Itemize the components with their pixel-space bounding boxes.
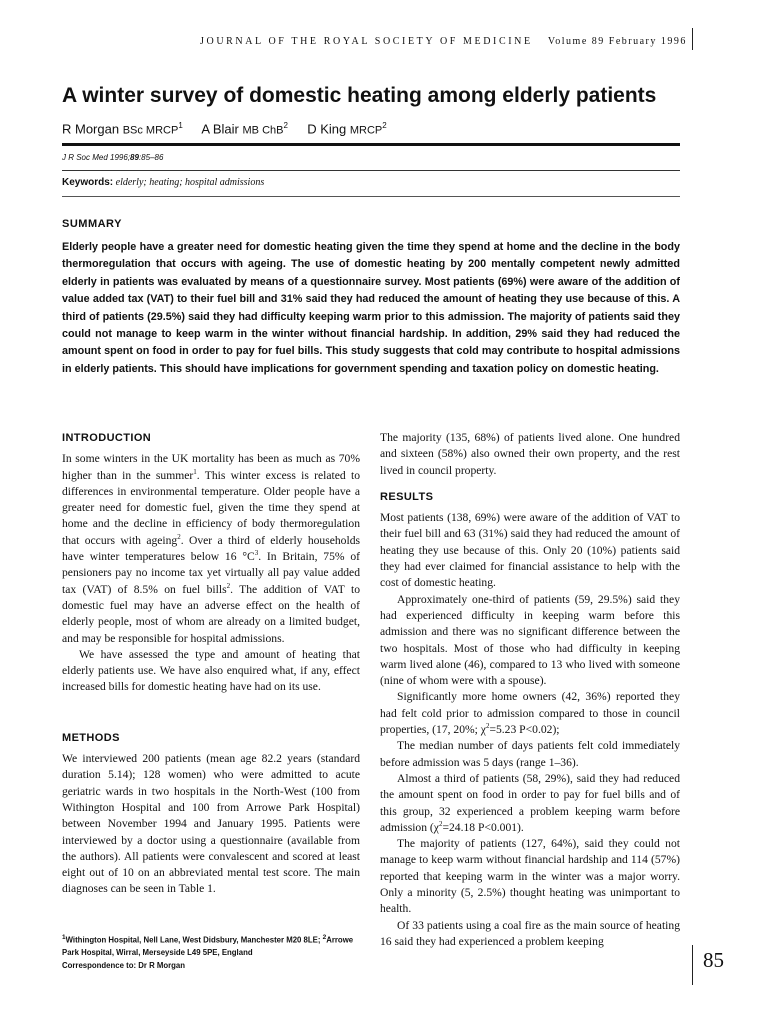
citation-volume: 89 [130, 153, 139, 162]
results-paragraph: Of 33 patients using a coal fire as the main source of heating 16 said they had experienced a problem keeping [380, 918, 680, 948]
header-rule [692, 28, 693, 50]
author-degrees: BSc MRCP [122, 124, 179, 137]
author-affiliation-mark: 2 [283, 121, 288, 130]
page-number: 85 [703, 948, 724, 972]
summary-text: Elderly people have a greater need for domestic heating given the time they spend at home and the decline in the body thermoregulation that occurs with ageing. The use of domestic heating by 200 mentally competent newly admitted elderly in patients was evaluated by means of a questionnaire survey. Most patients (69%) were aware of the addition of value added tax (VAT) to their fuel bill and 31% said they had reduced the amount of heating they use because of this. A third of patients (29.5%) said they had difficulty keeping warm prior to this admission. The majority of patients said they could not manage to keep warm in the winter without financial hardship. In addition, 29% said they had reduced the amount spent on food in order to pay for fuel bills. This study suggests that cold may contribute to hospital admissions in elderly patients. This should have implications for government spending and taxation policy on domestic heating. [62, 241, 680, 375]
author-affiliation-mark: 1 [178, 121, 183, 130]
keywords-rule [62, 196, 680, 197]
author-affiliation-mark: 2 [382, 121, 387, 130]
results-paragraph: The median number of days patients felt cold immediately before admission was 5 days (range 1–36). [380, 739, 680, 769]
introduction-paragraph: In some winters in the UK mortality has been as much as 70% higher than in the summer$^1$. This winter excess is related to differences in environmental temperature. Older people have a greater need for domestic fuel, given the time they spend at home and the decline in efficiency of body thermoregulation that occurs with ageing$^2$. Over a third of elderly households have winter temperatures below 16 $^\circ C^3$. In Britain, 75% of pensioners pay no income tax yet virtually all pay value added tax (VAT) of 8.5% on fuel bills$^2$. The addition of VAT to domestic fuel may have an adverse effect on the health of elderly people, most of whom are already on a limited budget, and may be responsible for hospital admissions. [62, 452, 360, 645]
methods-heading: METHODS [62, 731, 120, 744]
journal-name: JOURNAL OF THE ROYAL SOCIETY OF MEDICINE [200, 36, 533, 47]
citation-rule [62, 170, 680, 171]
citation: J R Soc Med 1996;89:85–86 [62, 153, 164, 162]
keywords-label: Keywords: [62, 177, 114, 188]
keywords-value: elderly; heating; hospital admissions [115, 177, 265, 188]
running-header [200, 36, 687, 47]
author-name: R Morgan [62, 121, 120, 137]
results-paragraph: Approximately one-third of patients (59, 29.5%) said they had experienced difficulty in keeping warm before this admission and there was no significant difference between the two hospitals. Most of those who had difficulty in keeping warm lived alone (46), compared to 13 who lived with someone (nine of whom were with a spouse). [380, 592, 680, 688]
left-column [62, 430, 360, 898]
introduction-paragraph: We have assessed the type and amount of heating that elderly patients use. We have also enquired what, if any, effect increased bills for domestic heating have had on its use. [62, 647, 360, 694]
results-paragraph: Most patients (138, 69%) were aware of the addition of VAT to their fuel bill and 63 (31%) said they had reduced the amount of heating they use because of this. Only 20 (10%) patients said they had ever claimed for financial assistance to help with the cost of domestic heating. [380, 511, 680, 590]
correspondence: Correspondence to: Dr R Morgan [62, 960, 186, 970]
footnotes [62, 932, 362, 972]
author-degrees: MB ChB [242, 124, 284, 137]
keywords [62, 177, 264, 188]
summary-heading: SUMMARY [62, 218, 122, 230]
introduction-heading: INTRODUCTION [62, 432, 152, 444]
affiliations: $^1$Withington Hospital, Nell Lane, West Didsbury, Manchester M20 8LE; $^2$Arrowe Park Hospital, Wirral, Merseyside L49 5PE, England [62, 934, 354, 958]
title-rule [62, 143, 680, 146]
results-paragraph: The majority of patients (127, 64%), said they could not manage to keep warm without financial hardship and 114 (57%) reported that keeping warm in the winter was a major worry. Only a minority (5, 2.5%) thought heating was unimportant to health. [380, 837, 680, 916]
results-heading: RESULTS [380, 490, 434, 503]
results-paragraph: Significantly more home owners (42, 36%) reported they had felt cold prior to admission compared to those in council properties, (17, 20%; $\chi^2=5.23$ P<0.02); [380, 690, 680, 737]
results-intro-paragraph: The majority (135, 68%) of patients lived alone. One hundred and sixteen (58%) also owned their own property, and the rest lived in council property. [380, 431, 680, 477]
right-column [380, 430, 680, 950]
results-paragraph: Almost a third of patients (58, 29%), said they had reduced the amount spent on food in order to pay for fuel bills and of this group, 32 experienced a problem keeping warm before admission ($\chi^2=24.18$ P<0.001). [380, 771, 680, 834]
author-name: D King [307, 121, 347, 137]
methods-paragraph: We interviewed 200 patients (mean age 82.2 years (standard duration 5.14); 128 women) who were admitted to acute geriatric wards in two hospitals in the North-West (100 from Withington Hospital and 100 from Arrowe Park Hospital) between November 1994 and January 1995. Patients were interviewed by a doctor using a questionnaire (available from the authors). All patients were convalescent and scored at least eight out of 10 on an abbreviated mental test score. The main diagnoses can be seen in Table 1. [62, 752, 360, 896]
article-title: A winter survey of domestic heating among elderly patients [62, 84, 657, 107]
author-degrees: MRCP [349, 124, 383, 137]
volume-date: Volume 89 February 1996 [547, 36, 687, 47]
author-name: A Blair [201, 121, 239, 137]
author-list [62, 121, 387, 136]
page-number-rule [692, 945, 693, 985]
